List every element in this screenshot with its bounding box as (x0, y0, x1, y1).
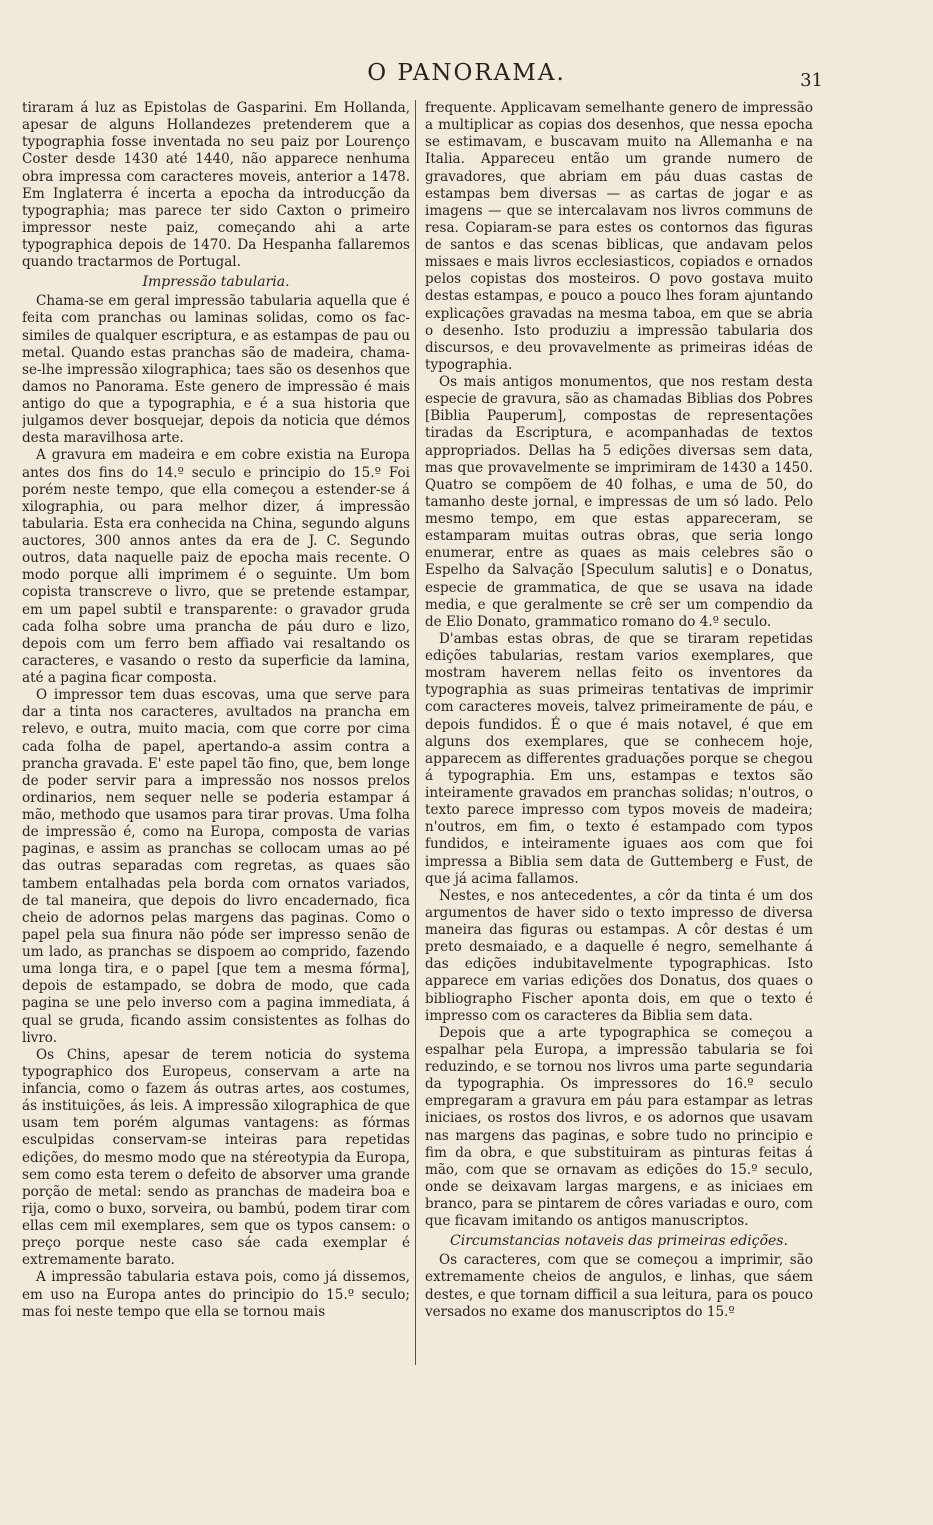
paragraph: Chama-se em geral impressão tabularia aquella que é feita com pranchas ou laminas solidas, como os fac-similes de qualquer escriptura, e as estampas de pau ou metal. Quando estas pranchas são de madeira, chama-se-lhe impressão xilographica; taes são os desenhos que damos no Panorama. Este genero de impressão é mais antigo do que a typographia, e é a sua historia que julgamos dever bosquejar, depois da noticia que démos desta maravilhosa arte. (22, 293, 410, 447)
paragraph: O impressor tem duas escovas, uma que serve para dar a tinta nos caracteres, avultados na prancha em relevo, e outra, muito macia, com que corre por cima cada folha de papel, apertando-a assim contra a prancha gravada. E' este papel tão fino, que, bem longe de poder servir para a impressão nos nossos prelos ordinarios, nem sequer nelle se poderia estampar á mão, methodo que usamos para tirar provas. Uma folha de impressão é, como na Europa, composta de varias paginas, e assim as pranchas se collocam umas ao pé das outras separadas com regretas, as quaes são tambem entalhadas pela borda com ornatos variados, de tal maneira, que depois do livro encadernado, fica cheio de adornos pelas margens das paginas. Como o papel pela sua finura não póde ser impresso senão de um lado, as pranchas se dispoem ao comprido, fazendo uma longa tira, e o papel [que tem a mesma fórma], depois de estampado, se dobra de modo, que cada pagina se une pelo inverso com a pagina immediata, á qual se gruda, ficando assim consistentes as folhas do livro. (22, 687, 410, 1046)
section-heading: Circumstancias notaveis das primeiras edições. (450, 1233, 788, 1250)
paragraph: A gravura em madeira e em cobre existia na Europa antes dos fins do 14.º seculo e principio do 15.º Foi porém neste tempo, que ella começou a estender-se á xilographia, ou para melhor dizer, á impressão tabularia. Esta era conhecida na China, segundo alguns auctores, 300 annos antes da era de J. C. Segundo outros, data naquelle paiz de epocha mais recente. O modo porque alli imprimem é o seguinte. Um bom copista transcreve o livro, que se pretende estampar, em um papel subtil e transparente: o gravador gruda cada folha sobre uma prancha de páu duro e lizo, depois com um ferro bem affiado vai resaltando os caracteres, e vasando o resto da superficie da lamina, até a pagina ficar composta. (22, 447, 410, 686)
section-heading: Impressão tabularia. (142, 274, 290, 291)
column-divider (415, 100, 416, 1365)
page-number: 31 (800, 70, 823, 91)
page-header (0, 58, 933, 92)
paragraph: Os Chins, apesar de terem noticia do systema typographico dos Europeus, conservam a arte na infancia, como o fazem ás outras artes, aos costumes, ás instituições, ás leis. A impressão xilographica de que usam tem porém algumas vantagens: as fórmas esculpidas conservam-se inteiras para repetidas edições, do mesmo modo que na stéreotypia da Europa, sem como esta terem o defeito de absorver uma grande porção de metal: sendo as pranchas de madeira boa e rija, como o buxo, sorveira, ou bambú, podem tirar com ellas cem mil exemplares, sem que os typos cansem: o preço porque neste caso sáe cada exemplar é extremamente barato. (22, 1046, 410, 1269)
paragraph: Depois que a arte typographica se começou a espalhar pela Europa, a impressão tabularia se foi reduzindo, e se tornou nos livros uma parte segundaria da typographia. Os impressores do 16.º seculo empregaram a gravura em páu para estampar as letras iniciaes, os rostos dos livros, e os adornos que usavam nas margens das paginas, e sobre tudo no principio e fim da obra, e que substituiram as pinturas feitas á mão, com que se ornavam as edições do 15.º seculo, onde se deixavam largas margens, e as iniciaes em branco, para se pintarem de côres variadas e ouro, com que ficavam imitando os antigos manuscriptos. (425, 1024, 813, 1230)
running-title: O PANORAMA. (367, 60, 566, 86)
right-column (425, 100, 813, 1368)
paragraph: D'ambas estas obras, de que se tiraram repetidas edições tabularias, restam varios exemplares, que mostram haverem nellas feito os inventores da typographia as suas primeiras tentativas de imprimir com caracteres moveis, talvez primeiramente de páu, e depois fundidos. É o que é mais notavel, é que em alguns dos exemplares, que se conhecem hoje, apparecem as differentes graduações porque se chegou á typographia. Em uns, estampas e textos são inteiramente gravados em pranchas solidas; n'outros, o texto parece impresso com typos moveis de madeira; n'outros, em fim, o texto é estampado com typos fundidos, e inteiramente iguaes aos com que foi impressa a Biblia sem data de Guttemberg e Fust, de que já acima fallamos. (425, 630, 813, 887)
paragraph: A impressão tabularia estava pois, como já dissemos, em uso na Europa antes do principio do 15.º seculo; mas foi neste tempo que ella se tornou mais (22, 1269, 410, 1320)
paragraph: Os mais antigos monumentos, que nos restam desta especie de gravura, são as chamadas Biblias dos Pobres [Biblia Pauperum], compostas de representações tiradas da Escriptura, e acompanhadas de textos appropriados. Dellas ha 5 edições diversas sem data, mas que provavelmente se imprimiram de 1430 a 1450. Quatro se compõem de 40 folhas, e uma de 50, do tamanho deste jornal, e impressas de um só lado. Pelo mesmo tempo, em que estas appareceram, se estamparam muitas outras obras, que seria longo enumerar, entre as quaes as mais celebres são o Espelho da Salvação [Speculum salutis] e o Donatus, especie de grammatica, de que se usava na idade media, e que geralmente se crê ser um compendio da de Elio Donato, grammatico romano do 4.º seculo. (425, 374, 813, 630)
paragraph: Nestes, e nos antecedentes, a côr da tinta é um dos argumentos de haver sido o texto impresso de diversa maneira das figuras ou estampas. A côr destas é um preto desmaiado, e a daquelle é negro, semelhante á das edições indubitavelmente typographicas. Isto apparece em varias edições dos Donatus, dos quaes o bibliographo Fischer aponta dois, em que o texto é impresso com os caracteres da Biblia sem data. (425, 887, 813, 1024)
paragraph: tiraram á luz as Epistolas de Gasparini. Em Hollanda, apesar de alguns Hollandezes pretenderem que a typographia fosse inventada no seu paiz por Lourenço Coster desde 1430 até 1440, não apparece nenhuma obra impressa com caracteres moveis, anterior a 1478. Em Inglaterra é incerta a epocha da introducção da typographia; mas parece ter sido Caxton o primeiro impressor neste paiz, começando ahi a arte typographica depois de 1470. Da Hespanha fallaremos quando tractarmos de Portugal. (22, 100, 410, 271)
paragraph: Os caracteres, com que se começou a imprimir, são extremamente cheios de angulos, e linhas, que sáem destes, e que tornam difficil a sua leitura, para os pouco versados no exame dos manuscriptos do 15.º (425, 1252, 813, 1320)
paragraph: frequente. Applicavam semelhante genero de impressão a multiplicar as copias dos desenhos, que nessa epocha se estimavam, e buscavam muito na Allemanha e na Italia. Appareceu então um grande numero de gravadores, que abriam em páu duas castas de estampas bem diversas — as cartas de jogar e as imagens — que se intercalavam nos livros communs de resa. Copiaram-se para estes os contornos das figuras de santos e das scenas biblicas, que andavam pelos missaes e mais livros ecclesiasticos, copiados e ornados pelos copistas dos mosteiros. O povo gostava muito destas estampas, e pouco a pouco lhes foram ajuntando explicações gravadas na mesma taboa, em que se abria o desenho. Isto produziu a impressão tabularia dos discursos, e deu provavelmente as primeiras idéas de typographia. (425, 100, 813, 373)
left-column (22, 100, 410, 1368)
